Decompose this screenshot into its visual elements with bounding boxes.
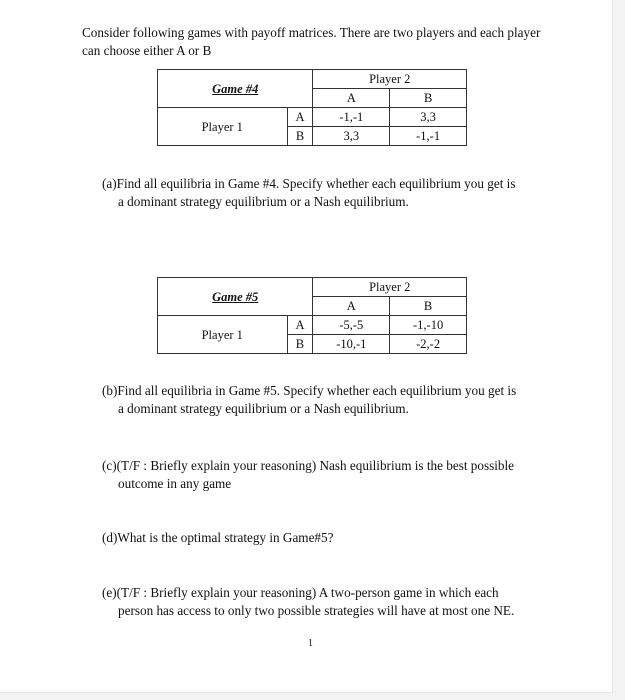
game5-row-a: A bbox=[287, 316, 313, 335]
intro-text: Consider following games with payoff matrices. There are two players and each player can choose either A or B bbox=[82, 25, 541, 58]
game5-cell-bb: -2,-2 bbox=[390, 335, 467, 354]
game4-label: Game #4 bbox=[158, 70, 313, 108]
question-e: (e)(T/F : Briefly explain your reasoning) A two-person game in which each person has access to only two possible strategies will have at most one NE. bbox=[102, 585, 515, 618]
game4-row-a: A bbox=[287, 108, 313, 127]
game5-col-a: A bbox=[313, 297, 390, 316]
question-a: (a)Find all equilibria in Game #4. Specify whether each equilibrium you get is a dominant strategy equilibrium or a Nash equilibrium. bbox=[102, 176, 516, 209]
game4-cell-bb: -1,-1 bbox=[390, 127, 467, 146]
game4-cell-aa: -1,-1 bbox=[313, 108, 390, 127]
game5-payoff-table bbox=[157, 277, 467, 354]
game5-col-b: B bbox=[390, 297, 467, 316]
game4-player1-label: Player 1 bbox=[158, 108, 288, 146]
game4-cell-ab: 3,3 bbox=[390, 108, 467, 127]
game4-payoff-table bbox=[157, 69, 467, 146]
game4-col-b: B bbox=[390, 89, 467, 108]
game5-cell-aa: -5,-5 bbox=[313, 316, 390, 335]
question-c: (c)(T/F : Briefly explain your reasoning) Nash equilibrium is the best possible outcome in any game bbox=[102, 458, 515, 491]
game5-player2-header: Player 2 bbox=[313, 278, 467, 297]
game5-player1-label: Player 1 bbox=[158, 316, 288, 354]
game5-cell-ab: -1,-10 bbox=[390, 316, 467, 335]
game4-col-a: A bbox=[313, 89, 390, 108]
game5-row-b: B bbox=[287, 335, 313, 354]
question-b: (b)Find all equilibria in Game #5. Specify whether each equilibrium you get is a dominant strategy equilibrium or a Nash equilibrium. bbox=[102, 383, 517, 416]
game5-label: Game #5 bbox=[158, 278, 313, 316]
question-d: (d)What is the optimal strategy in Game#5? bbox=[102, 530, 334, 545]
game4-row-b: B bbox=[287, 127, 313, 146]
game4-player2-header: Player 2 bbox=[313, 70, 467, 89]
game5-cell-ba: -10,-1 bbox=[313, 335, 390, 354]
game4-cell-ba: 3,3 bbox=[313, 127, 390, 146]
page-number: 1 bbox=[308, 638, 313, 649]
